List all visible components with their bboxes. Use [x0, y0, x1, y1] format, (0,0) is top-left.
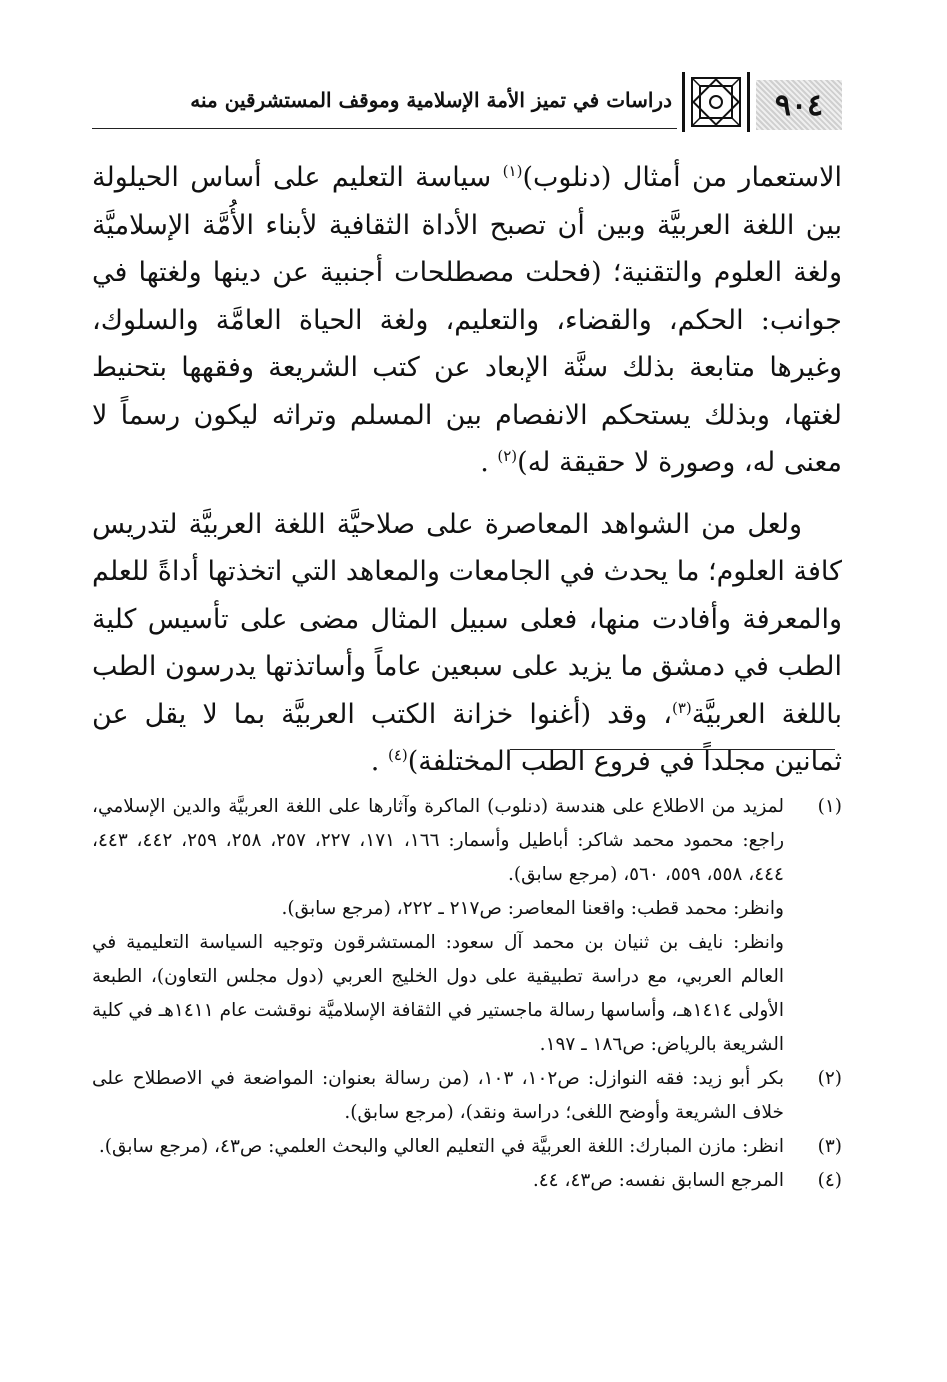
- footnote: [92, 1062, 842, 1130]
- footnote-ref: (٣): [672, 698, 692, 717]
- footnote-marker: (٤): [817, 1170, 842, 1191]
- page-header: [92, 70, 842, 130]
- paragraph: [92, 501, 842, 786]
- footnote-marker: (٢): [817, 1068, 842, 1089]
- footnote-text: وانظر: نايف بن ثنيان بن محمد آل سعود: المستشرقون وتوجيه السياسة التعليمية في العالم العربي، مع دراسة تطبيقية على دول الخليج العربي (دول مجلس التعاون)، الطبعة الأولى ١٤١٤هـ، وأساسها رسالة ماجستير في الثقافة الإسلاميَّة نوقشت عام ١٤١١هـ في كلية الشريعة بالرياض: ص١٨٦ ـ ١٩٧.: [92, 932, 784, 1055]
- geometric-star-ornament-icon: [682, 72, 750, 132]
- paragraph-text: ، وقد (أغنوا خزانة الكتب العربيَّة بما لا يقل عن ثمانين مجلداً في فروع الطب المختلفة): [92, 698, 842, 777]
- footnote: [92, 1164, 842, 1198]
- page-number: ٩٠٤: [756, 80, 842, 130]
- footnote-separator: [510, 749, 835, 750]
- footnote-marker: (١): [817, 796, 842, 817]
- footnote-text: وانظر: محمد قطب: واقعنا المعاصر: ص٢١٧ ـ ٢٢٢، (مرجع سابق).: [281, 898, 784, 919]
- footnote-ref: (١): [502, 162, 523, 180]
- running-title: دراسات في تميز الأمة الإسلامية وموقف المستشرقين منه: [190, 88, 672, 112]
- footnote: [92, 1130, 842, 1164]
- paragraph-text: ولعل من الشواهد المعاصرة على صلاحيَّة اللغة العربيَّة لتدريس كافة العلوم؛ ما يحدث في الجامعات والمعاهد التي اتخذتها أداةً للعلم والمعرفة وأفادت منها، فعلى سبيل المثال مضى على تأسيس كلية الطب في دمشق ما يزيد على سبعين عاماً وأساتذتها يدرسون الطب باللغة العربيَّة: [92, 508, 843, 730]
- header-rule: [92, 128, 677, 129]
- paragraph-end: .: [370, 746, 388, 777]
- footnote-ref: (٤): [387, 746, 408, 764]
- paragraph-text: الاستعمار من أمثال (دنلوب): [522, 162, 842, 193]
- footnote-text: بكر أبو زيد: فقه النوازل: ص١٠٢، ١٠٣، (من رسالة بعنوان: المواضعة في الاصطلاح على خلاف الشريعة وأوضح اللغى؛ دراسة ونقد)، (مرجع سابق).: [92, 1068, 784, 1123]
- main-text: [92, 154, 842, 786]
- footnote-ref: (٢): [497, 447, 518, 465]
- footnote-text: المرجع السابق نفسه: ص٤٣، ٤٤.: [532, 1170, 784, 1191]
- footnote-text: انظر: مازن المبارك: اللغة العربيَّة في التعليم العالي والبحث العلمي: ص٤٣، (مرجع سابق).: [98, 1136, 784, 1157]
- footnote-marker: (٣): [817, 1136, 842, 1157]
- paragraph: [92, 154, 842, 487]
- footnotes: [92, 790, 842, 1198]
- footnote: [92, 790, 842, 1062]
- paragraph-text: سياسة التعليم على أساس الحيلولة بين اللغة العربيَّة وبين أن تصبح الأداة الثقافية لأبناء الأُمَّة الإسلاميَّة ولغة العلوم والتقنية؛ (فحلت مصطلحات أجنبية عن دينها ولغتها في جوانب: الحكم، والقضاء، والتعليم، ولغة الحياة العامَّة والسلوك، وغيرها متابعة بذلك سنَّة الإبعاد عن كتب الشريعة وفقهها بتحنيط لغتها، وبذلك يستحكم الانفصام بين المسلم وتراثه ليكون رسماً لا معنى له، وصورة لا حقيقة له): [92, 162, 842, 478]
- paragraph-end: .: [480, 447, 498, 478]
- footnote-text: لمزيد من الاطلاع على هندسة (دنلوب) الماكرة وآثارها على اللغة العربيَّة والدين الإسلامي، راجع: محمود محمد شاكر: أباطيل وأسمار: ١٦٦، ١٧١، ٢٢٧، ٢٥٧، ٢٥٨، ٢٥٩، ٤٤٢، ٤٤٣، ٤٤٤، ٥٥٨، ٥٥٩، ٥٦٠، (مرجع سابق).: [92, 796, 785, 885]
